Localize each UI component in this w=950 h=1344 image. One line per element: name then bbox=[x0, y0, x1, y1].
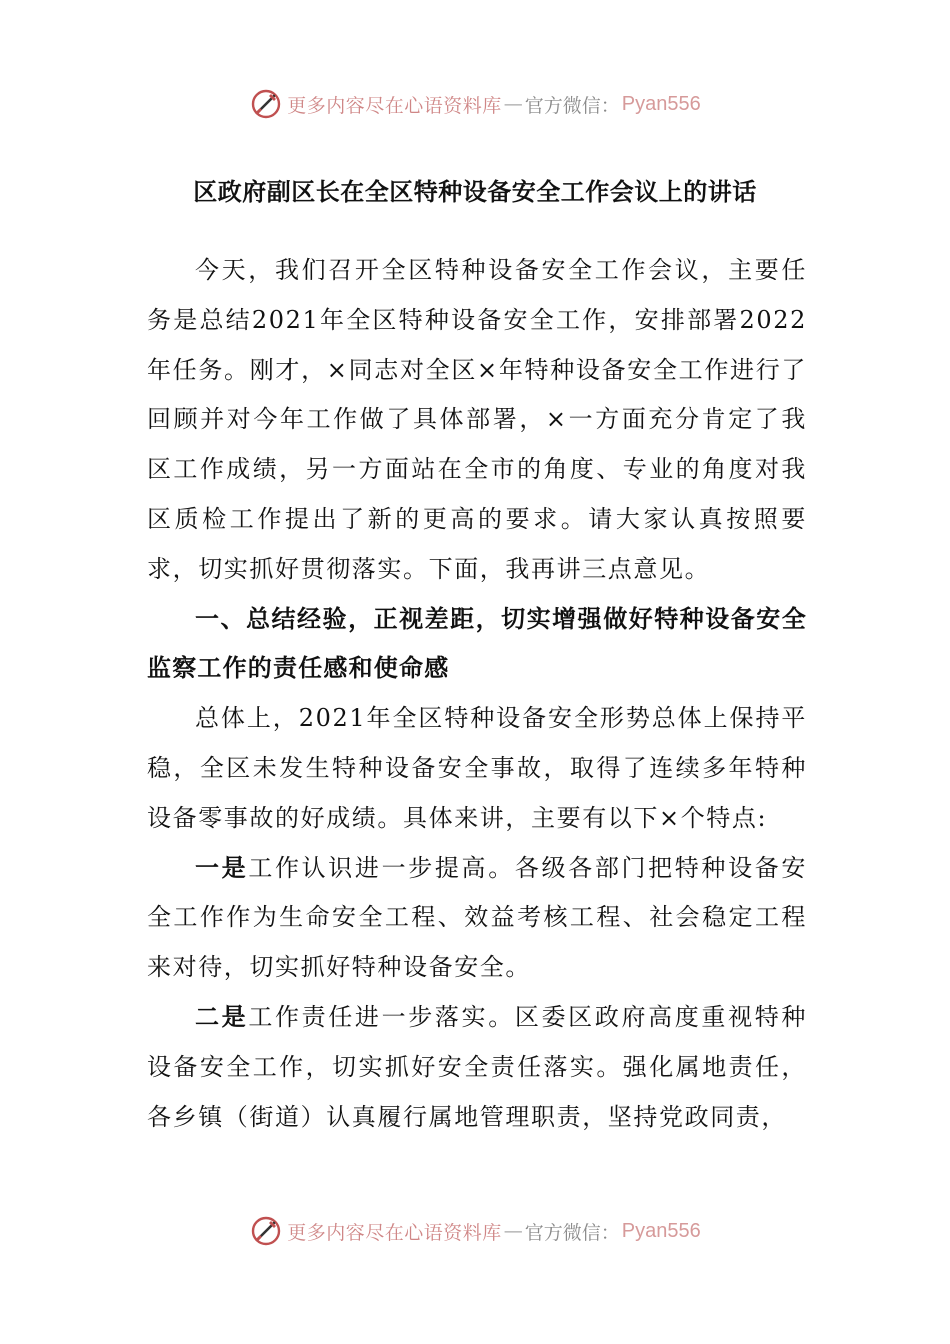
paragraph-summary: 总体上，2021年全区特种设备安全形势总体上保持平稳，全区未发生特种设备安全事故，取得了连续多年特种设备零事故的好成绩。具体来讲，主要有以下×个特点: bbox=[147, 704, 807, 832]
banner-site-text: 更多内容尽在心语资料库 bbox=[287, 94, 502, 117]
banner-wechat-label: 官方微信： bbox=[524, 94, 620, 117]
point-2-lead: 二是 bbox=[195, 1002, 249, 1031]
paragraph-point-2 bbox=[147, 993, 807, 1142]
document-body bbox=[147, 246, 807, 1142]
paragraph-intro: 今天，我们召开全区特种设备安全工作会议，主要任务是总结2021年全区特种设备安全工作，安排部署2022年任务。刚才，×同志对全区×年特种设备安全工作进行了回顾并对今年工作做了具体部署，×一方面充分肯定了我区工作成绩，另一方面站在全市的角度、专业的角度对我区质检工作提出了新的更高的要求。请大家认真按照要求，切实抓好贯彻落实。下面，我再讲三点意见。 bbox=[147, 256, 807, 583]
banner-separator: — bbox=[503, 93, 523, 115]
document-title: 区政府副区长在全区特种设备安全工作会议上的讲话 bbox=[193, 178, 757, 206]
banner-wechat-id: Pyan556 bbox=[621, 92, 701, 115]
banner-wechat-id: Pyan556 bbox=[621, 1219, 701, 1242]
banner-site-text: 更多内容尽在心语资料库 bbox=[287, 1221, 502, 1244]
point-1-lead: 一是 bbox=[195, 853, 249, 882]
footer-watermark-banner bbox=[0, 1211, 950, 1251]
paragraph-point-1 bbox=[147, 844, 807, 993]
banner-wechat-label: 官方微信： bbox=[524, 1221, 620, 1244]
section-heading-1: 一、总结经验，正视差距，切实增强做好特种设备安全监察工作的责任感和使命感 bbox=[147, 604, 807, 683]
point-1-text: 工作认识进一步提高。各级各部门把特种设备安全工作作为生命安全工程、效益考核工程、社会稳定工程来对待，切实抓好特种设备安全。 bbox=[147, 853, 807, 982]
banner-separator: — bbox=[503, 1220, 523, 1242]
header-watermark-banner bbox=[0, 84, 950, 124]
point-2-text: 工作责任进一步落实。区委区政府高度重视特种设备安全工作，切实抓好安全责任落实。强化属地责任，各乡镇（街道）认真履行属地管理职责，坚持党政同责， bbox=[147, 1002, 807, 1131]
pen-circle-logo-icon bbox=[249, 87, 283, 121]
pen-circle-logo-icon bbox=[249, 1214, 283, 1248]
